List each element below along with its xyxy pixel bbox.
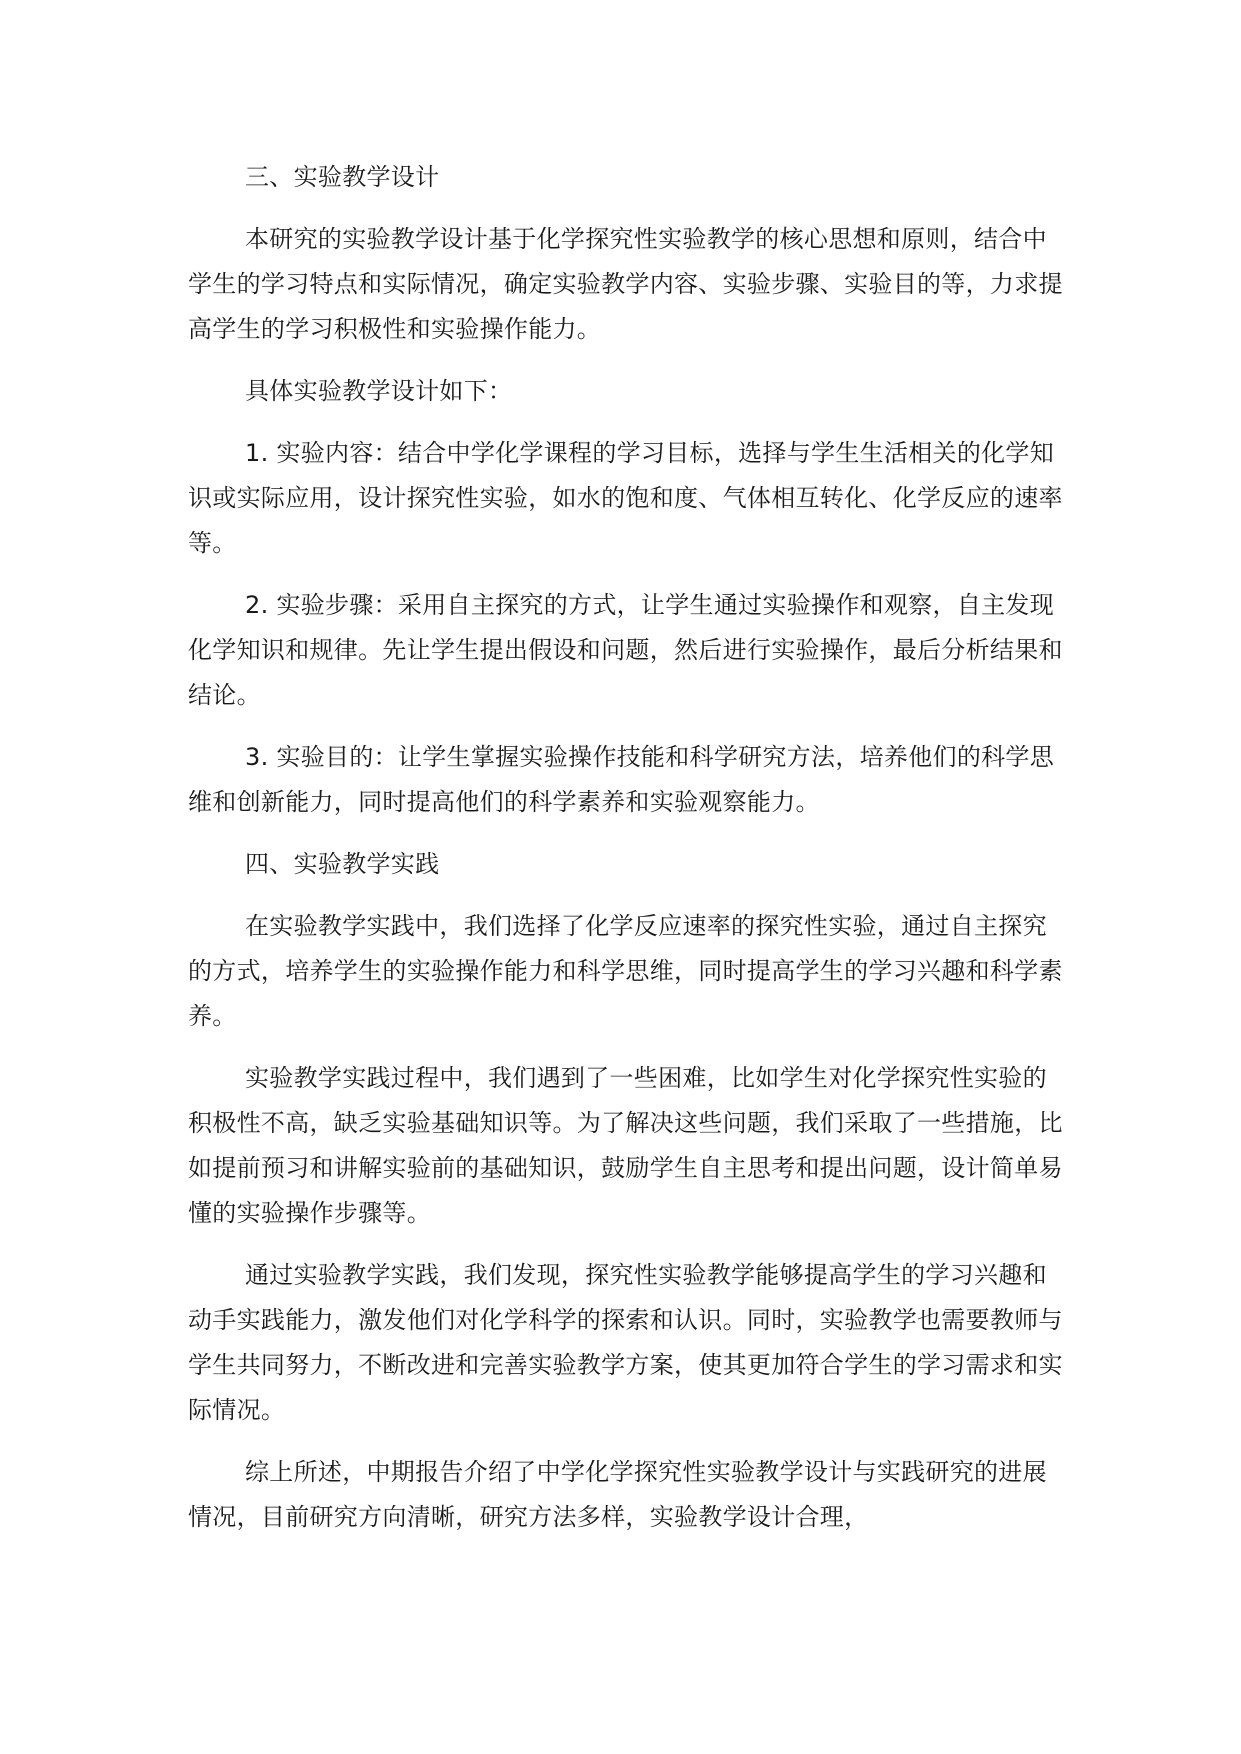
- section-heading-practice: 四、实验教学实践: [245, 850, 440, 878]
- list-item-steps: 2. 实验步骤：采用自主探究的方式，让学生通过实验操作和观察，自主发现化学知识和规律。先让学生提出假设和问题，然后进行实验操作，最后分析结果和结论。: [188, 591, 1063, 709]
- list-item-content: 1. 实验内容：结合中学化学课程的学习目标，选择与学生生活相关的化学知识或实际应用，设计探究性实验，如水的饱和度、气体相互转化、化学反应的速率等。: [188, 439, 1063, 557]
- paragraph-practice-findings: 通过实验教学实践，我们发现，探究性实验教学能够提高学生的学习兴趣和动手实践能力，激发他们对化学科学的探索和认识。同时，实验教学也需要教师与学生共同努力，不断改进和完善实验教学方案，使其更加符合学生的学习需求和实际情况。: [188, 1261, 1063, 1424]
- paragraph-design-lead: 具体实验教学设计如下：: [245, 377, 513, 405]
- paragraph-practice-intro: 在实验教学实践中，我们选择了化学反应速率的探究性实验，通过自主探究的方式，培养学生的实验操作能力和科学思维，同时提高学生的学习兴趣和科学素养。: [188, 912, 1063, 1030]
- list-item-goals: 3. 实验目的：让学生掌握实验操作技能和科学研究方法，培养他们的科学思维和创新能力，同时提高他们的科学素养和实验观察能力。: [188, 743, 1055, 816]
- paragraph-design-intro: 本研究的实验教学设计基于化学探究性实验教学的核心思想和原则，结合中学生的学习特点和实际情况，确定实验教学内容、实验步骤、实验目的等，力求提高学生的学习积极性和实验操作能力。: [188, 225, 1063, 343]
- paragraph-summary: 综上所述，中期报告介绍了中学化学探究性实验教学设计与实践研究的进展情况，目前研究方向清晰，研究方法多样，实验教学设计合理，: [188, 1458, 1047, 1531]
- paragraph-practice-difficulties: 实验教学实践过程中，我们遇到了一些困难，比如学生对化学探究性实验的积极性不高，缺乏实验基础知识等。为了解决这些问题，我们采取了一些措施，比如提前预习和讲解实验前的基础知识，鼓励学生自主思考和提出问题，设计简单易懂的实验操作步骤等。: [188, 1064, 1063, 1227]
- section-heading-design: 三、实验教学设计: [245, 163, 440, 191]
- document-body: [188, 155, 1068, 1557]
